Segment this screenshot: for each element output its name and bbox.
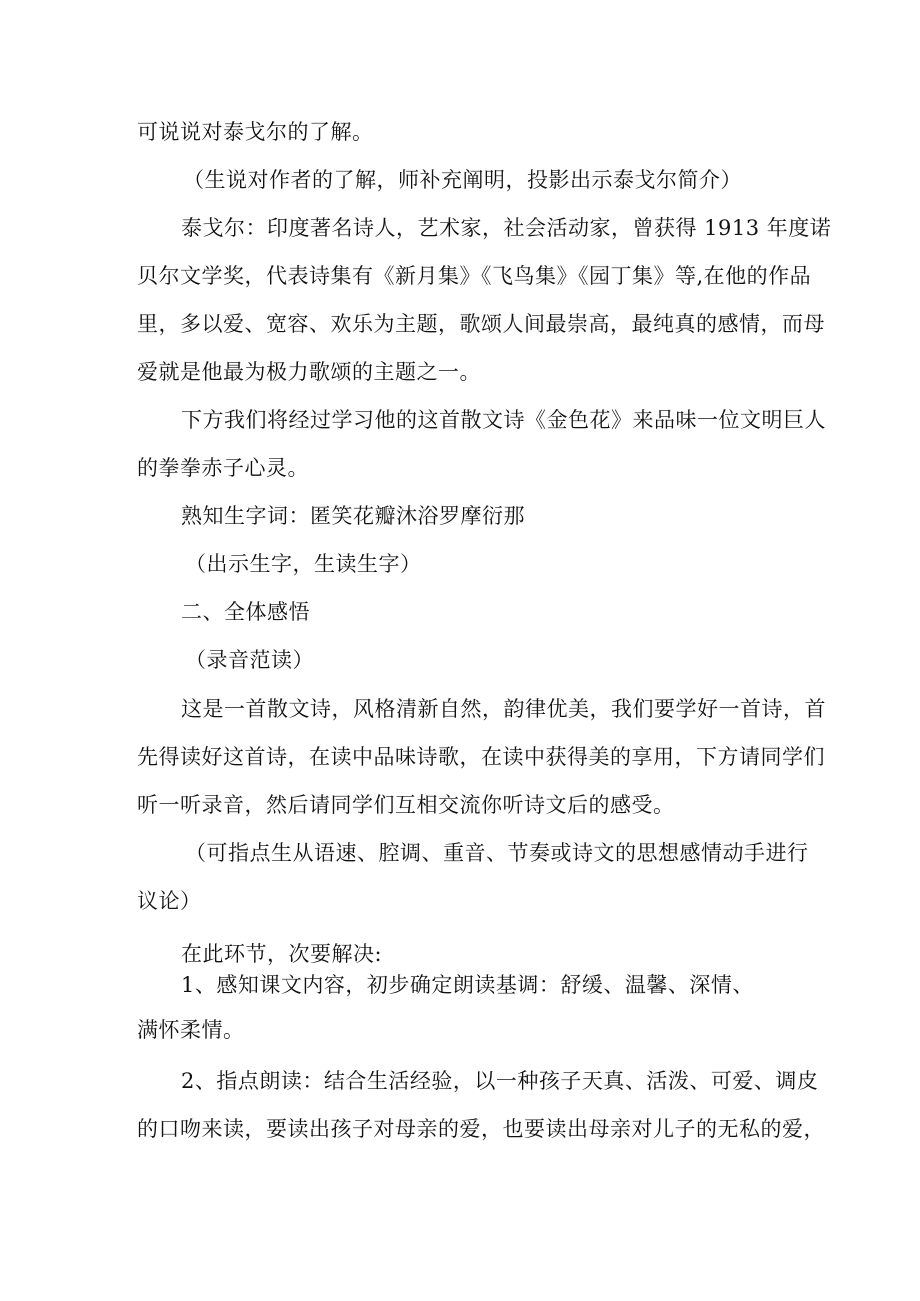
- text-line: （生说对作者的了解，师补充阐明，投影出示泰戈尔简介）: [183, 168, 742, 192]
- text-line: 下方我们将经过学习他的这首散文诗《金色花》来品味一位文明巨人: [181, 408, 826, 432]
- text-line: 满怀柔情。: [137, 1018, 245, 1042]
- text-line: 听一听录音，然后请同学们互相交流你听诗文后的感受。: [137, 793, 675, 817]
- text-line: 泰戈尔：印度著名诗人，艺术家，社会活动家，曾获得 1913 年度诺: [181, 216, 832, 240]
- text-line: 2、指点朗读：结合生活经验，以一种孩子天真、活泼、可爱、调皮: [181, 1069, 819, 1093]
- text-line: 的拳拳赤子心灵。: [137, 456, 309, 480]
- text-line: 在此环节，次要解决:: [181, 942, 383, 966]
- text-line: 熟知生字词：匿笑花瓣沐浴罗摩衍那: [181, 504, 525, 528]
- text-line: 的口吻来读，要读出孩子对母亲的爱，也要读出母亲对儿子的无私的爱，: [137, 1117, 825, 1141]
- section-heading: 二、全体感悟: [181, 600, 310, 624]
- text-line: （可指点生从语速、腔调、重音、节奏或诗文的思想感情动手进行: [185, 841, 809, 865]
- text-line: 这是一首散文诗，风格清新自然，韵律优美，我们要学好一首诗，首: [181, 697, 826, 721]
- text-line: 里，多以爱、宽容、欢乐为主题，歌颂人间最崇高，最纯真的感情，而母: [137, 312, 825, 336]
- text-line: （出示生字，生读生字）: [185, 552, 422, 576]
- text-line: 议论）: [137, 889, 202, 913]
- text-line: 贝尔文学奖，代表诗集有《新月集》《飞鸟集》《园丁集》等,在他的作品: [137, 264, 812, 288]
- text-line: 先得读好这首诗，在读中品味诗歌，在读中获得美的享用，下方请同学们: [137, 745, 825, 769]
- text-line: 1、感知课文内容，初步确定朗读基调：舒缓、温馨、深情、: [181, 973, 754, 997]
- text-line: （录音范读）: [185, 648, 314, 672]
- text-line: 可说说对泰戈尔的了解。: [137, 120, 374, 144]
- text-line: 爱就是他最为极力歌颂的主题之一。: [137, 360, 481, 384]
